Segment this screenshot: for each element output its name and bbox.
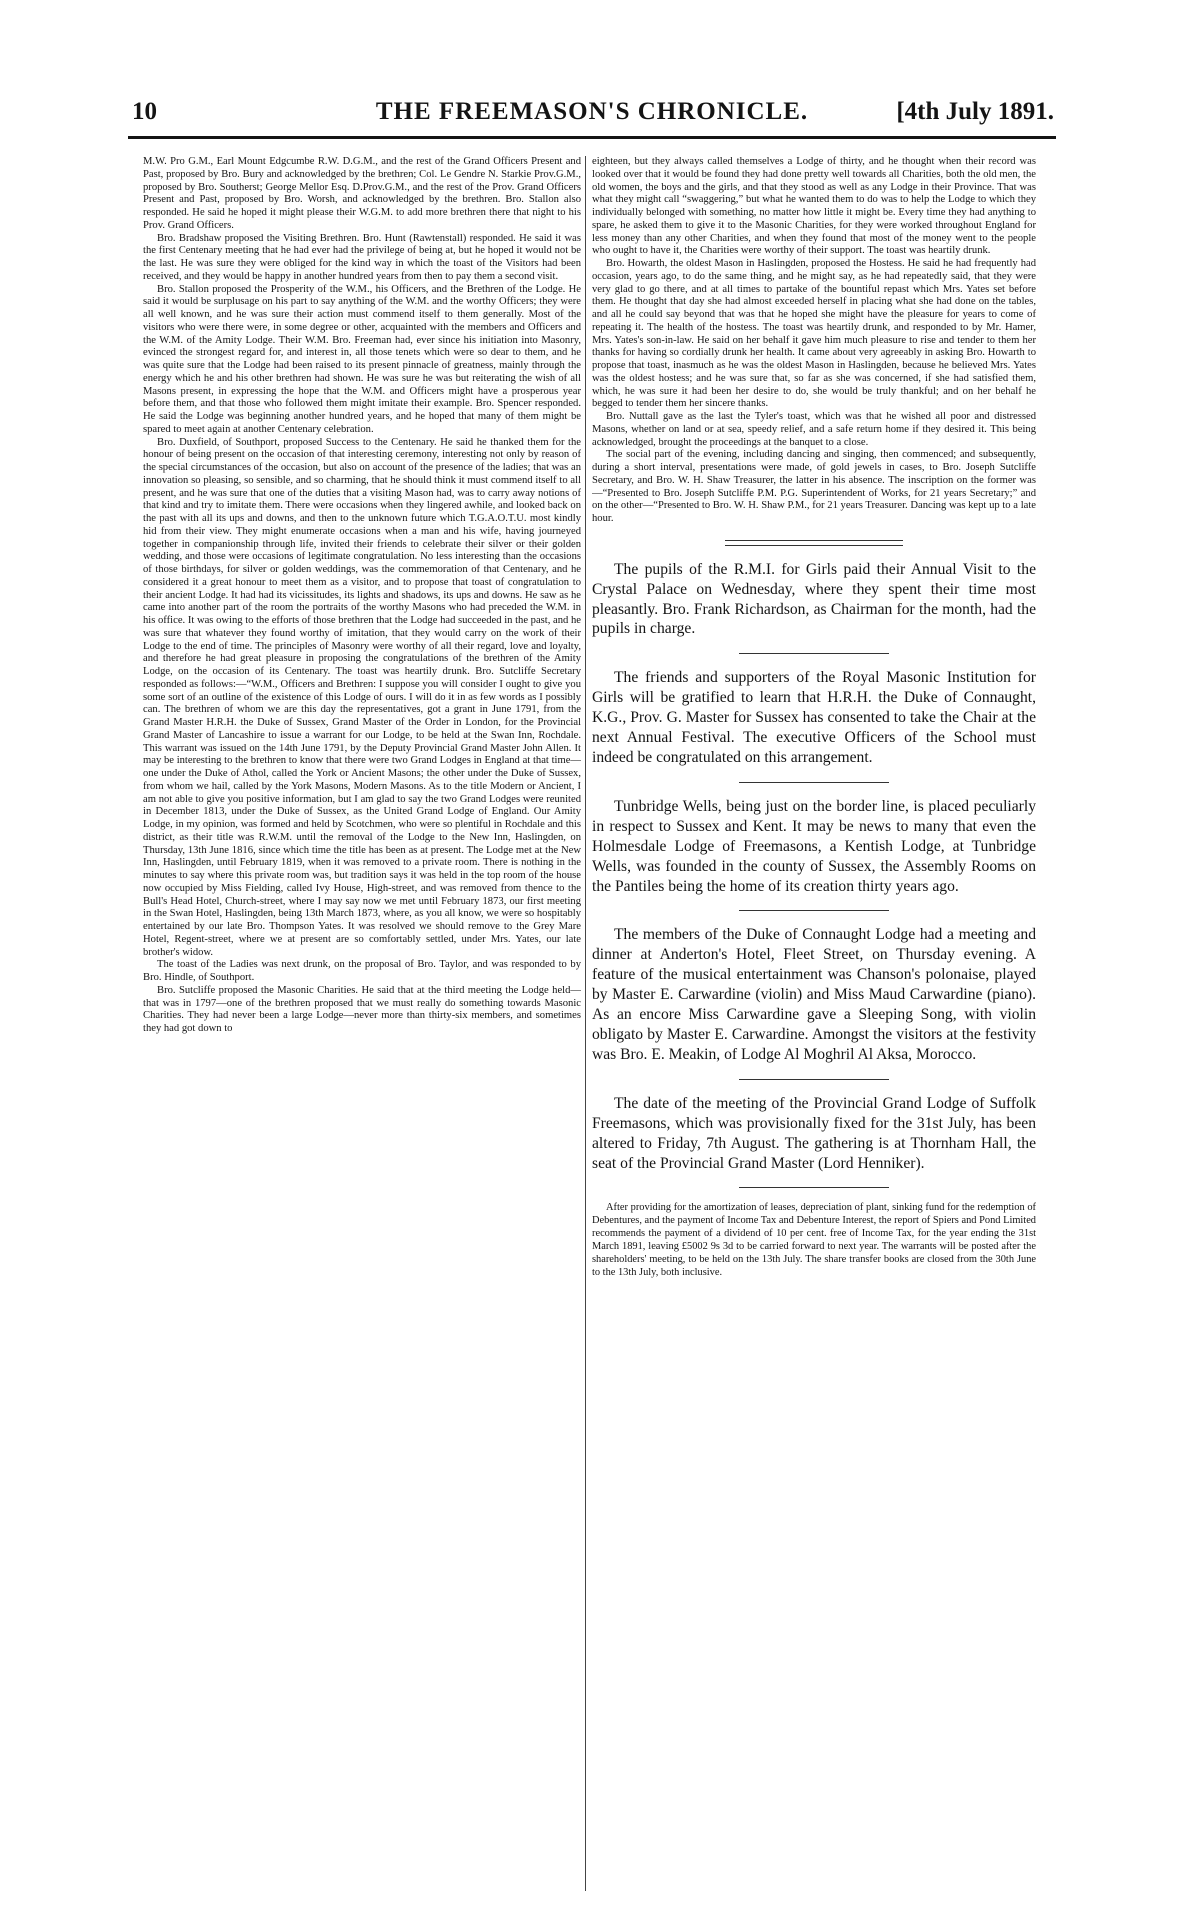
section-divider xyxy=(739,1079,890,1080)
section-divider xyxy=(739,653,890,654)
article-paragraph: The social part of the evening, including dancing and singing, then commenced; and subsequently, during a short interval, presentations were made, of gold jewels in cases, to Bro. Joseph Sutcliffe Secretary, and Bro. W. H. Shaw Treasurer, the latter in his absence. The inscription on the former was—“Presented to Bro. Joseph Sutcliffe P.M. P.G. Superintendent of Works, for 21 years Secretary;” and on the other—“Presented to Bro. W. H. Shaw P.M., for 21 years Treasurer. Dancing was kept up to a late hour. xyxy=(592,449,1036,524)
section-divider xyxy=(725,540,903,546)
news-notice: The friends and supporters of the Royal Masonic Institution for Girls will be gratified to learn that H.R.H. the Duke of Connaught, K.G., Prov. G. Master for Sussex has consented to take the Chair at the next Annual Festival. The executive Officers of the School must indeed be congratulated on this arrangement. xyxy=(592,669,1036,766)
left-column xyxy=(143,156,581,1891)
article-paragraph: M.W. Pro G.M., Earl Mount Edgcumbe R.W. D.G.M., and the rest of the Grand Officers Present and Past, proposed by Bro. Bury and acknowledged by the brethren; Col. Le Gendre N. Starkie Prov.G.M., proposed by Bro. Southerst; George Mellor Esq. D.Prov.G.M., and the rest of the Prov. Grand Officers Present and Past, proposed by Bro. Worsh, and acknowledged by the brethren. Bro. Stallon also responded. He said he hoped it might please their W.G.M. to add more brethren there that night to his Prov. Grand Officers. xyxy=(143,156,581,231)
article-paragraph: The toast of the Ladies was next drunk, on the proposal of Bro. Taylor, and was responded to by Bro. Hindle, of Southport. xyxy=(143,959,581,983)
article-paragraph: Bro. Sutcliffe proposed the Masonic Charities. He said that at the third meeting the Lodge held—that was in 1797—one of the brethren proposed that we must really do something towards Masonic Charities. They had never been a large Lodge—never more than thirty-six members, and sometimes they had got down to xyxy=(143,984,581,1034)
article-paragraph: Bro. Stallon proposed the Prosperity of the W.M., his Officers, and the Brethren of the Lodge. He said it would be surplusage on his part to say anything of the W.M. and the worthy Officers; they were all well known, and he was sure their action must commend itself to them generally. Most of the visitors who were there were, in some degree or other, acquainted with the members and Officers and the W.M. of the Amity Lodge. Their W.M. Bro. Freeman had, ever since his initiation into Masonry, evinced the strongest regard for, and interest in, all those tenets which were so dear to them, and he was quite sure that the Lodge had been raised to its present pinnacle of greatness, mainly through the energy which he and his other brethren had shown. He was sure he was but reiterating the wish of all Masons present, in expressing the hope that the W.M. and Officers might have a prosperous year before them, and that those who followed them might imitate their example. Bro. Spencer responded. He said the Lodge was beginning another hundred years, and he hoped that many of them might be spared to meet again at another Centenary celebration. xyxy=(143,283,581,435)
page-header xyxy=(128,96,1056,139)
financial-notice: After providing for the amortization of leases, depreciation of plant, sinking fund for the redemption of Debentures, and the payment of Income Tax and Debenture Interest, the report of Spiers and Pond Limited recommends the payment of a dividend of 10 per cent. free of Income Tax, for the year ending the 31st March 1891, leaving £5002 9s 3d to be carried forward to next year. The warrants will be posted after the shareholders' meeting, to be held on the 13th July. The share transfer books are closed from the 30th June to the 13th July, both inclusive. xyxy=(592,1202,1036,1278)
news-notice: The date of the meeting of the Provincial Grand Lodge of Suffolk Freemasons, which was provisionally fixed for the 31st July, has been altered to Friday, 7th August. The gathering is at Thornham Hall, the seat of the Provincial Grand Master (Lord Henniker). xyxy=(592,1094,1036,1172)
article-paragraph: eighteen, but they always called themselves a Lodge of thirty, and he thought when their record was looked over that it would be found they had done pretty well towards all Charities, both the old men, the old women, the boys and the girls, and that they stood as well as any Lodge in their Province. That was what they might call “swaggering,” but what he wanted them to do was to help the Lodge to which they individually belonged with something, no matter how little it might be. Every time they had anything to spare, he asked them to give it to the Masonic Charities, for they were worked throughout England for less money than any other Charities, and when they found that most of the money went to the people who ought to have it, the Charities were worthy of their support. The toast was heartily drunk. xyxy=(592,156,1036,257)
issue-date: [4th July 1891. xyxy=(896,98,1054,125)
section-divider xyxy=(739,1187,890,1188)
section-divider xyxy=(739,910,890,911)
right-column xyxy=(592,156,1036,1891)
article-paragraph: Bro. Bradshaw proposed the Visiting Brethren. Bro. Hunt (Rawtenstall) responded. He said it was the first Centenary meeting that he had ever had the privilege of being at, but he hoped it would not be the last. He was sure they were obliged for the kind way in which the toast of the Visitors had been received, and they would be happy in another hundred years from then to pay them a second visit. xyxy=(143,232,581,282)
article-paragraph: Bro. Nuttall gave as the last the Tyler's toast, which was that he wished all poor and distressed Masons, whether on land or at sea, speedy relief, and a safe return home if they desired it. This being acknowledged, brought the proceedings at the banquet to a close. xyxy=(592,411,1036,448)
column-divider xyxy=(585,156,586,1891)
news-notice: Tunbridge Wells, being just on the border line, is placed peculiarly in respect to Sussex and Kent. It may be news to many that even the Holmesdale Lodge of Freemasons, a Kentish Lodge, at Tunbridge Wells, was founded in the county of Sussex, the Assembly Rooms on the Pantiles being the home of its creation thirty years ago. xyxy=(592,797,1036,895)
page-number: 10 xyxy=(132,98,157,125)
section-divider xyxy=(739,782,890,783)
publication-title: THE FREEMASON'S CHRONICLE. xyxy=(375,98,809,125)
article-paragraph: Bro. Howarth, the oldest Mason in Haslingden, proposed the Hostess. He said he had frequently had occasion, years ago, to do the same thing, and he might say, as he had repeatedly said, that they were very glad to go there, and at all times to partake of the bountiful repast which Mrs. Yates set before them. He thought that day she had almost exceeded herself in placing what she had done on the tables, and all he could say beyond that was that he hoped she might have the pleasure for years to come of repeating it. The health of the hostess. The toast was heartily drunk, and responded to by Mr. Hamer, Mrs. Yates's son-in-law. He said on her behalf it gave him much pleasure to rise and tender to them her thanks for having so cordially drunk her health. It came about very agreeably in asking Bro. Howarth to propose that toast, inasmuch as he was the oldest Mason in Haslingden, because he believed Mrs. Yates was the oldest hostess; and he was sure that, so far as she was concerned, if she had satisfied them, which, he was sure it had been her desire to do, she would be truly thankful; and on her behalf he begged to tender them her sincere thanks. xyxy=(592,258,1036,410)
news-notice: The pupils of the R.M.I. for Girls paid their Annual Visit to the Crystal Palace on Wednesday, where they spent their time most pleasantly. Bro. Frank Richardson, as Chairman for the month, had the pupils in charge. xyxy=(592,560,1036,638)
article-paragraph: Bro. Duxfield, of Southport, proposed Success to the Centenary. He said he thanked them for the honour of being present on the occasion of that interesting ceremony, interesting not only by reason of the special circumstances of the occasion, but also on account of the presence of the ladies; that was an innovation so pleasing, so sensible, and so charming, that he should think it must commend itself to all present, and he was sure that one of the duties that a visiting Mason had, was to carry away notions of that kind and try to imitate them. There were occasions when they lingered awhile, and looked back on the past with all its ups and downs, and then to the unknown future which T.G.A.O.T.U. most kindly hid from their view. They might enumerate occasions when a man and his wife, having journeyed together in companionship through life, invited their friends to celebrate their silver or their golden wedding, and those were occasions of legitimate congratulation. No less interesting than the occasions of those birthdays, for silver or golden weddings, was the commemoration of that Centenary, and he considered it a great honour to meet them as a visitor, and to propose that toast of congratulation to their ancient Lodge. It had had its vicissitudes, its lights and shadows, its ups and downs. He saw as he came into another part of the room the portraits of the worthy Masons who had preceded the W.M. in his office. It was owing to the efforts of those brethren that the Lodge had succeeded in the past, and he was sure that whatever they found worthy of imitation, that they would carry on the work of their Lodge to the end of time. The principles of Masonry were worthy of all their regard, love and loyalty, and therefore he had great pleasure in proposing the congratulations of the brethren of the Amity Lodge, on the occasion of its Centenary. The toast was heartily drunk. Bro. Sutcliffe Secretary responded as follows:—“W.M., Officers and Brethren: I suppose you will consider I ought to give you some sort of an outline of the existence of this Lodge of ours. I will do it in as few words as I possibly can. The brethren of whom we are this day the representatives, got a grant in June 1791, from the Grand Master H.R.H. the Duke of Sussex, Grand Master of the Order in London, for the Provincial Grand Master of Lancashire to issue a warrant for our Lodge, to be held at the Swan Inn, Rochdale. This warrant was issued on the 14th June 1791, by the Deputy Provincial Grand Master John Allen. It may be interesting to the brethren to know that there were two Grand Lodges in England at that time—one under the Duke of Athol, called the York or Ancient Masons; the other under the Duke of Sussex, from whom we hail, called by the York Masons, Modern Masons. As to the title Modern or Ancient, I am not able to give you positive information, but I am glad to say the two Grand Lodges were reunited in December 1813, under the Duke of Sussex, as the United Grand Lodge of England. Our Amity Lodge, in my opinion, was formed and held by Scotchmen, who were so plentiful in Rochdale and this district, as their title was R.W.M. until the removal of the Lodge to the New Inn, Haslingden, on Thursday, 13th June 1816, since which time the title has been as at present. The Lodge met at the New Inn, Haslingden, until February 1819, when it was removed to a private room. There is nothing in the minutes to say where this private room was, but tradition says it was held in the top room of the house now occupied by Miss Fielding, called Ivy House, High-street, and was removed from thence to the Bull's Head Hotel, Church-street, where I may say now we met until February 1873, our first meeting in the Swan Hotel, Haslingden, being 13th March 1873, where, as you all know, we were so hospitably entertained by our late Bro. Thompson Yates. It was resolved we should remove to the Grey Mare Hotel, Regent-street, where we at present are so comfortably settled, under Mrs. Yates, our late brother's widow. xyxy=(143,436,581,958)
news-notice: The members of the Duke of Connaught Lodge had a meeting and dinner at Anderton's Hotel, Fleet Street, on Thursday evening. A feature of the musical entertainment was Chanson's polonaise, played by Master E. Carwardine (violin) and Miss Maud Carwardine (piano). As an encore Miss Carwardine gave a Sleeping Song, with violin obligato by Master E. Carwardine. Amongst the visitors at the festivity was Bro. E. Meakin, of Lodge Al Moghril Al Aksa, Morocco. xyxy=(592,926,1036,1063)
